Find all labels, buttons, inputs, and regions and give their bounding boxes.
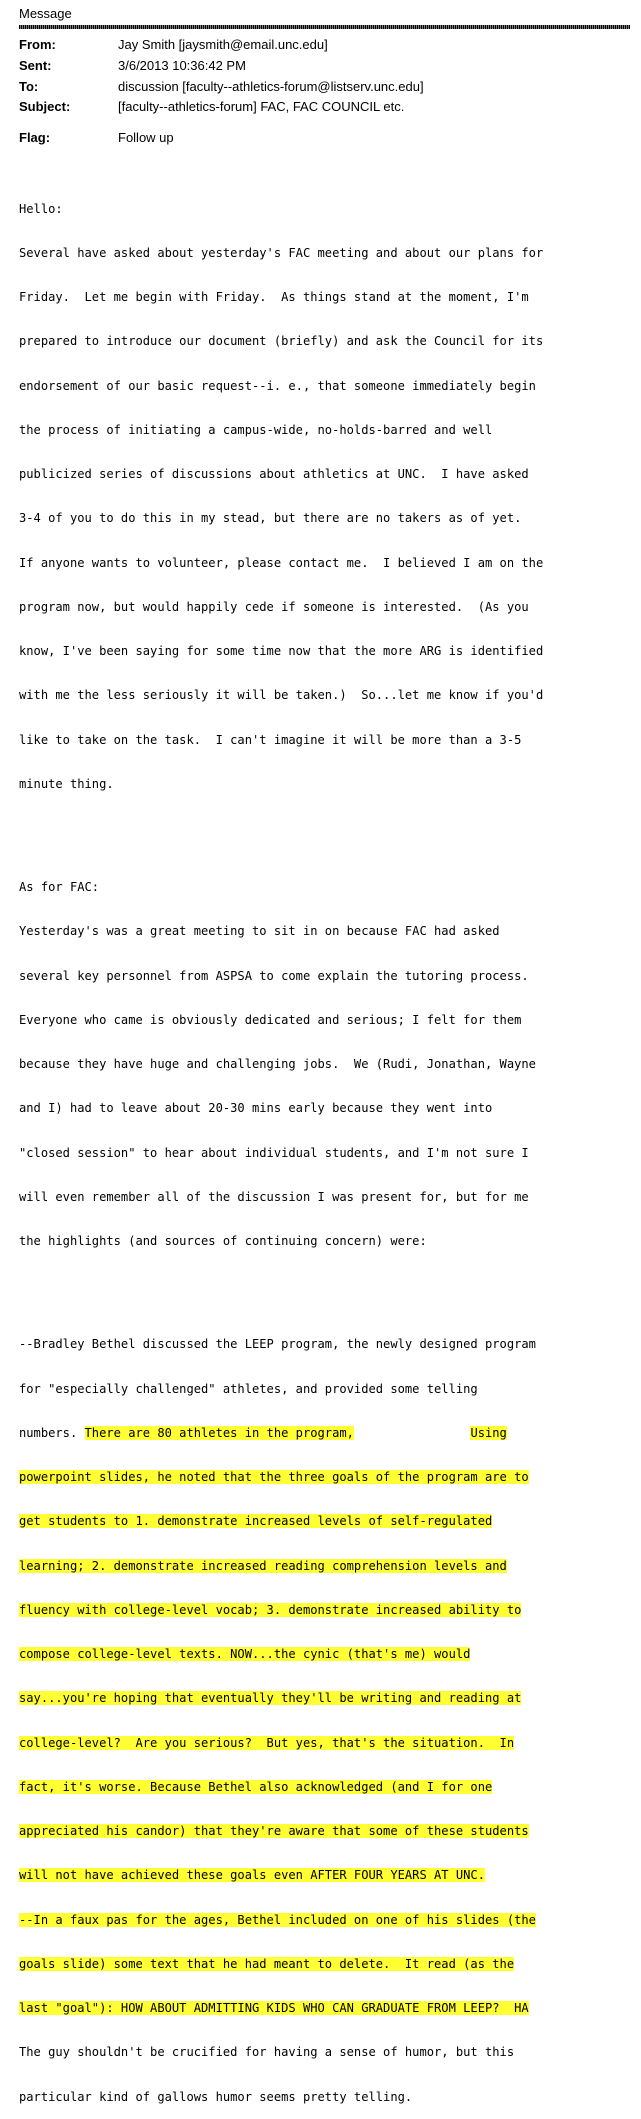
highlighted-text: --In a faux pas for the ages, Bethel included on one of his slides (the [19, 1912, 536, 1927]
to-label: To: [19, 79, 39, 94]
body-line: --Bradley Bethel discussed the LEEP program, the newly designed program [19, 1337, 536, 1352]
flag-field [19, 130, 619, 150]
highlighted-text: goals slide) some text that he had meant to delete. It read (as the [19, 1956, 515, 1971]
body-line: and I) had to leave about 20-30 mins early because they went into [19, 1101, 493, 1116]
header-divider [19, 25, 630, 29]
flag-label: Flag: [19, 130, 51, 145]
body-line: endorsement of our basic request--i. e., that someone immediately begin [19, 378, 536, 393]
message-body [19, 172, 631, 2119]
body-line: Several have asked about yesterday's FAC meeting and about our plans for [19, 245, 544, 260]
sent-value: 3/6/2013 10:36:42 PM [118, 58, 246, 73]
highlighted-line [19, 1957, 631, 1972]
body-line: If anyone wants to volunteer, please contact me. I believed I am on the [19, 555, 544, 570]
highlighted-line [19, 1868, 631, 1883]
body-line: will even remember all of the discussion I was present for, but for me [19, 1189, 529, 1204]
highlighted-text: There are 80 athletes in the program, [84, 1425, 354, 1440]
body-line: for "especially challenged" athletes, and provided some telling [19, 1381, 478, 1396]
numbers-text: numbers. [19, 1425, 85, 1440]
body-line-mixed [19, 1426, 631, 1441]
body-line: "closed session" to hear about individual students, and I'm not sure I [19, 1145, 529, 1160]
subject-value: [faculty--athletics-forum] FAC, FAC COUNCIL etc. [118, 99, 405, 114]
highlighted-line [19, 1603, 631, 1618]
highlighted-text: college-level? Are you serious? But yes, that's the situation. In [19, 1735, 515, 1750]
highlighted-line [19, 1470, 631, 1485]
paragraph-break [19, 1278, 631, 1293]
body-line: Everyone who came is obviously dedicated and serious; I felt for them [19, 1012, 522, 1027]
body-line: several key personnel from ASPSA to come explain the tutoring process. [19, 968, 529, 983]
highlighted-text: appreciated his candor) that they're aware that some of these students [19, 1824, 529, 1838]
highlighted-text: get students to 1. demonstrate increased levels of self-regulated [19, 1514, 493, 1529]
message-window-title: Message [19, 6, 72, 21]
highlighted-text: powerpoint slides, he noted that the three goals of the program are to [19, 1470, 529, 1484]
body-line: the process of initiating a campus-wide, no-holds-barred and well [19, 422, 493, 437]
highlighted-text: fluency with college-level vocab; 3. demonstrate increased ability to [19, 1602, 522, 1617]
highlighted-line [19, 1559, 631, 1574]
highlighted-text: fact, it's worse. Because Bethel also acknowledged (and I for one [19, 1779, 493, 1794]
highlighted-line [19, 1736, 631, 1751]
body-line: particular kind of gallows humor seems pretty telling. [19, 2089, 413, 2104]
highlighted-text: compose college-level texts. NOW...the cynic (that's me) would [19, 1647, 471, 1661]
highlighted-line [19, 1514, 631, 1529]
body-line: Hello: [19, 201, 63, 216]
highlighted-line [19, 1824, 631, 1839]
body-line: like to take on the task. I can't imagine it will be more than a 3-5 [19, 732, 522, 747]
body-line: As for FAC: [19, 880, 100, 894]
body-line: publicized series of discussions about athletics at UNC. I have asked [19, 467, 529, 481]
highlighted-text: last "goal"): HOW ABOUT ADMITTING KIDS WHO CAN GRADUATE FROM LEEP? HA [19, 2001, 529, 2015]
body-line: because they have huge and challenging jobs. We (Rudi, Jonathan, Wayne [19, 1057, 536, 1071]
body-line: minute thing. [19, 776, 114, 791]
from-label: From: [19, 37, 56, 52]
to-field [19, 79, 619, 99]
highlighted-text: Using [470, 1425, 507, 1440]
to-value[interactable]: discussion [faculty--athletics-forum@listserv.unc.edu] [118, 79, 424, 94]
body-line: know, I've been saying for some time now that the more ARG is identified [19, 644, 544, 658]
highlighted-text: say...you're hoping that eventually they'll be writing and reading at [19, 1691, 522, 1706]
body-line: The guy shouldn't be crucified for having a sense of humor, but this [19, 2045, 515, 2060]
highlighted-line [19, 1780, 631, 1795]
highlighted-line [19, 1691, 631, 1706]
body-line: Friday. Let me begin with Friday. As things stand at the moment, I'm [19, 290, 529, 304]
subject-label: Subject: [19, 99, 71, 114]
body-line: with me the less seriously it will be taken.) So...let me know if you'd [19, 688, 544, 703]
body-line: 3-4 of you to do this in my stead, but there are no takers as of yet. [19, 511, 522, 526]
flag-value[interactable]: Follow up [118, 130, 174, 145]
paragraph-break [19, 821, 631, 836]
highlighted-text: learning; 2. demonstrate increased reading comprehension levels and [19, 1558, 507, 1573]
highlighted-line [19, 2001, 631, 2016]
redacted-gap [354, 1426, 471, 1440]
from-field [19, 37, 619, 57]
highlighted-line [19, 1913, 631, 1928]
body-line: prepared to introduce our document (briefly) and ask the Council for its [19, 334, 544, 349]
sent-field [19, 58, 619, 78]
body-line: the highlights (and sources of continuing concern) were: [19, 1234, 427, 1248]
highlighted-line [19, 1647, 631, 1662]
highlighted-text: will not have achieved these goals even AFTER FOUR YEARS AT UNC. [19, 1868, 485, 1883]
body-line: program now, but would happily cede if someone is interested. (As you [19, 599, 529, 614]
subject-field [19, 99, 619, 119]
sent-label: Sent: [19, 58, 52, 73]
body-line: Yesterday's was a great meeting to sit in on because FAC had asked [19, 924, 500, 939]
from-value[interactable]: Jay Smith [jaysmith@email.unc.edu] [118, 37, 328, 52]
